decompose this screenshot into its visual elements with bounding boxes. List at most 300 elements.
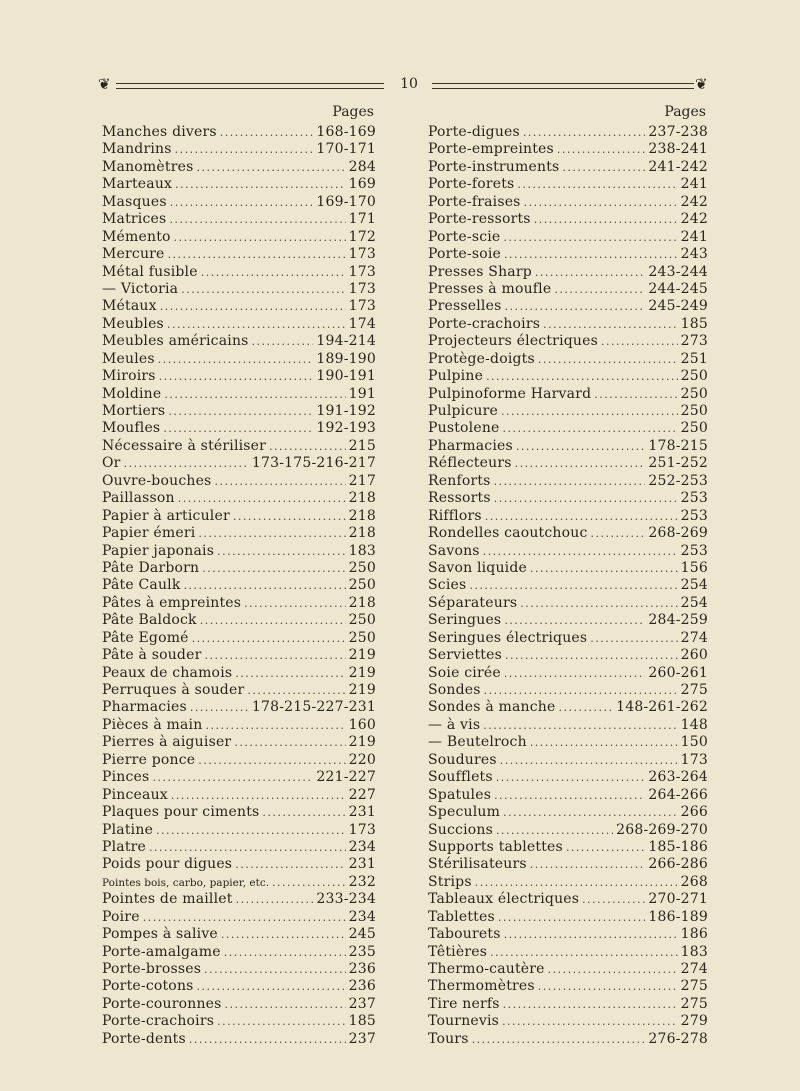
page-header xyxy=(98,75,710,96)
index-entry xyxy=(102,717,376,734)
entry-pages: 235 xyxy=(348,943,376,960)
entry-term: Matrices xyxy=(102,211,167,228)
index-entry xyxy=(102,560,376,577)
dot-leader xyxy=(247,682,345,699)
index-entry xyxy=(102,298,376,315)
index-entry xyxy=(102,752,376,769)
entry-term: Pâte Darborn xyxy=(102,559,200,576)
entry-term: — Beutelroch xyxy=(428,734,527,751)
index-entry xyxy=(428,316,708,333)
entry-term: Spatules xyxy=(428,786,492,803)
dot-leader xyxy=(475,874,678,891)
index-entry xyxy=(102,1031,376,1048)
index-entry xyxy=(102,909,376,926)
index-entry xyxy=(102,944,376,961)
dot-leader xyxy=(472,1031,646,1048)
entry-pages: 178-215 xyxy=(648,437,708,454)
entry-term: Tablettes xyxy=(428,908,495,925)
entry-pages: 156 xyxy=(680,559,708,576)
entry-term: Ouvre-bouches xyxy=(102,472,212,489)
index-entry xyxy=(102,665,376,682)
dot-leader xyxy=(189,1031,346,1048)
entry-pages: 189-190 xyxy=(316,350,376,367)
index-entry xyxy=(102,839,376,856)
entry-term: Rondelles caoutchouc xyxy=(428,525,588,542)
column-heading: Pages xyxy=(664,104,706,120)
index-entry xyxy=(102,473,376,490)
dot-leader xyxy=(538,978,678,995)
entry-pages: 160 xyxy=(348,716,376,733)
entry-pages: 173 xyxy=(348,246,376,263)
entry-pages: 268-269 xyxy=(648,525,708,542)
entry-term: Têtières xyxy=(428,943,488,960)
dot-leader xyxy=(503,804,678,821)
dot-leader xyxy=(534,211,678,228)
entry-term: Scies xyxy=(428,577,467,594)
dot-leader xyxy=(201,264,346,281)
index-entry xyxy=(428,839,708,856)
dot-leader xyxy=(190,699,249,716)
index-entry xyxy=(102,787,376,804)
index-entry xyxy=(102,124,376,141)
dot-leader xyxy=(170,194,314,211)
entry-pages: 232 xyxy=(348,873,376,890)
entry-pages: 284-259 xyxy=(648,612,708,629)
dot-leader xyxy=(494,490,678,507)
entry-pages: 274 xyxy=(680,961,708,977)
entry-term: Perruques à souder xyxy=(102,682,245,698)
ornament-right-icon: ❦ xyxy=(695,75,708,93)
dot-leader xyxy=(198,525,345,542)
dot-leader xyxy=(483,717,677,734)
index-entry xyxy=(428,856,708,873)
dot-leader xyxy=(149,839,346,856)
header-rule-left xyxy=(116,83,384,89)
index-entry xyxy=(102,978,376,995)
entry-term: Papier japonais xyxy=(102,542,215,559)
entry-term: Pompes à salive xyxy=(102,926,218,943)
entry-term: Stérilisateurs xyxy=(428,856,527,873)
index-entry xyxy=(428,420,708,437)
index-entry xyxy=(102,577,376,594)
entry-pages: 250 xyxy=(348,559,376,576)
dot-leader xyxy=(163,420,313,437)
entry-term: Manches divers xyxy=(102,124,217,140)
index-entry xyxy=(428,996,708,1013)
index-entry xyxy=(428,403,708,420)
entry-pages: 237 xyxy=(348,1030,376,1047)
dot-leader xyxy=(262,804,345,821)
entry-pages: 266 xyxy=(680,804,708,821)
entry-pages: 171 xyxy=(348,211,376,228)
index-entry xyxy=(428,874,708,891)
index-entry xyxy=(102,734,376,751)
dot-leader xyxy=(502,1013,678,1030)
dot-leader xyxy=(517,176,677,193)
entry-pages: 185 xyxy=(680,315,708,332)
entry-pages: 236 xyxy=(348,978,376,995)
entry-term: Succions xyxy=(428,821,493,838)
dot-leader xyxy=(252,333,314,350)
dot-leader xyxy=(504,612,645,629)
index-entry xyxy=(102,403,376,420)
dot-leader xyxy=(496,769,646,786)
entry-pages: 279 xyxy=(680,1013,708,1030)
index-entry xyxy=(102,316,376,333)
index-entry xyxy=(428,543,708,560)
entry-pages: 172 xyxy=(348,228,376,245)
dot-leader xyxy=(225,996,346,1013)
entry-pages: 274 xyxy=(680,629,708,646)
dot-leader xyxy=(160,298,346,315)
entry-term: Savon liquide xyxy=(428,559,528,576)
index-entry xyxy=(428,647,708,664)
dot-leader xyxy=(530,560,678,577)
index-entry xyxy=(428,351,708,368)
entry-term: Pâtes à empreintes xyxy=(102,594,242,611)
entry-pages: 173 xyxy=(348,263,376,280)
index-entry xyxy=(428,159,708,176)
index-entry xyxy=(428,333,708,350)
entry-term: Porte-couronnes xyxy=(102,995,222,1012)
dot-leader xyxy=(197,978,346,995)
entry-term: Porte-instruments xyxy=(428,158,560,175)
index-entry xyxy=(428,978,708,995)
entry-term: Mandrins xyxy=(102,141,172,158)
entry-pages: 244-245 xyxy=(648,280,708,297)
entry-pages: 251-252 xyxy=(648,455,708,472)
dot-leader xyxy=(483,543,678,560)
entry-term: Pulpicure xyxy=(428,403,498,419)
dot-leader xyxy=(504,665,646,682)
entry-term: Porte-empreintes xyxy=(428,141,554,158)
entry-term: Tire nerfs xyxy=(428,995,500,1012)
entry-term: Pustolene xyxy=(428,420,500,437)
dot-leader xyxy=(175,176,346,193)
index-entry xyxy=(428,734,708,751)
entry-term: Séparateurs xyxy=(428,594,518,611)
entry-pages: 264-266 xyxy=(648,786,708,803)
entry-pages: 173 xyxy=(348,280,376,297)
dot-leader xyxy=(159,368,314,385)
entry-pages: 178-215-227-231 xyxy=(251,699,376,716)
index-entry xyxy=(102,211,376,228)
dot-leader xyxy=(562,159,645,176)
entry-pages: 185-186 xyxy=(648,838,708,855)
entry-pages: 169-170 xyxy=(316,193,376,210)
dot-leader xyxy=(205,717,345,734)
index-entry xyxy=(102,682,376,699)
entry-term: Pâte Caulk xyxy=(102,577,181,594)
dot-leader xyxy=(236,891,314,908)
page-number: 10 xyxy=(400,76,418,92)
entry-term: Thermomètres xyxy=(428,978,535,995)
entry-term: Peaux de chamois xyxy=(102,664,233,681)
entry-term: Tabourets xyxy=(428,926,501,943)
index-entry xyxy=(102,822,376,839)
entry-term: Rifflors xyxy=(428,507,482,524)
index-entry xyxy=(102,176,376,193)
dot-leader xyxy=(224,944,346,961)
dot-leader xyxy=(485,508,678,525)
index-entry xyxy=(102,141,376,158)
dot-leader xyxy=(504,298,645,315)
entry-pages: 275 xyxy=(680,995,708,1012)
index-entry xyxy=(102,699,376,716)
dot-leader xyxy=(234,734,345,751)
entry-pages: 220 xyxy=(348,751,376,768)
entry-pages: 275 xyxy=(680,682,708,698)
index-entry xyxy=(102,229,376,246)
entry-term: Pâte Egomé xyxy=(102,629,189,646)
entry-pages: 170-171 xyxy=(316,141,376,158)
entry-term: Ressorts xyxy=(428,490,491,507)
index-entry xyxy=(428,577,708,594)
entry-term: Meubles américains xyxy=(102,333,249,350)
entry-pages: 241-242 xyxy=(648,158,708,175)
entry-pages: 234 xyxy=(348,838,376,855)
index-entry xyxy=(102,246,376,263)
dot-leader xyxy=(543,316,678,333)
entry-term: Renforts xyxy=(428,472,491,489)
index-entry xyxy=(102,996,376,1013)
entry-term: Nécessaire à stériliser xyxy=(102,437,267,454)
index-entry xyxy=(428,211,708,228)
entry-pages: 254 xyxy=(680,594,708,611)
entry-pages: 260 xyxy=(680,647,708,664)
dot-leader xyxy=(520,595,677,612)
dot-leader xyxy=(221,926,346,943)
dot-leader xyxy=(235,856,345,873)
dot-leader xyxy=(505,647,678,664)
dot-leader xyxy=(515,455,646,472)
entry-pages: 148-261-262 xyxy=(616,699,708,716)
entry-pages: 245-249 xyxy=(648,298,708,315)
entry-pages: 218 xyxy=(348,507,376,524)
entry-term: Porte-dents xyxy=(102,1030,186,1047)
entry-term: Pierre ponce xyxy=(102,751,196,768)
dot-leader xyxy=(591,525,646,542)
dot-leader xyxy=(169,211,345,228)
entry-pages: 253 xyxy=(680,542,708,559)
entry-pages: 233-234 xyxy=(316,891,376,908)
entry-term: Poids pour digues xyxy=(102,856,233,873)
index-entry xyxy=(428,246,708,263)
entry-pages: 250 xyxy=(680,403,708,419)
index-entry xyxy=(102,351,376,368)
dot-leader xyxy=(582,891,645,908)
entry-pages: 219 xyxy=(348,664,376,681)
entry-pages: 250 xyxy=(680,368,708,385)
entry-term: Poire xyxy=(102,908,140,925)
entry-term: Pierres à aiguiser xyxy=(102,734,232,751)
entry-term: Mortiers xyxy=(102,403,166,419)
dot-leader xyxy=(594,386,677,403)
index-entry xyxy=(102,420,376,437)
dot-leader xyxy=(184,577,346,594)
entry-term: Marteaux xyxy=(102,176,173,193)
entry-term: Mémento xyxy=(102,228,171,245)
entry-term: Plaques pour ciments xyxy=(102,804,260,821)
dot-leader xyxy=(530,856,646,873)
dot-leader xyxy=(554,281,645,298)
index-entry xyxy=(428,176,708,193)
index-entry xyxy=(102,386,376,403)
index-entry xyxy=(102,194,376,211)
dot-leader xyxy=(152,769,313,786)
index-entry xyxy=(428,438,708,455)
dot-leader xyxy=(235,665,345,682)
dot-leader xyxy=(498,909,646,926)
entry-pages: 250 xyxy=(348,577,376,594)
index-entry xyxy=(428,386,708,403)
entry-pages: 250 xyxy=(680,420,708,437)
index-entry xyxy=(102,333,376,350)
index-entry xyxy=(102,647,376,664)
entry-pages: 270-271 xyxy=(648,891,708,908)
dot-leader xyxy=(559,699,614,716)
index-entry xyxy=(428,560,708,577)
entry-term: Soufflets xyxy=(428,769,493,786)
entry-pages: 231 xyxy=(348,856,376,873)
entry-pages: 237-238 xyxy=(648,124,708,140)
index-entry xyxy=(428,194,708,211)
entry-term: Pharmacies xyxy=(102,699,187,716)
dot-leader xyxy=(200,612,346,629)
entry-term: Moldine xyxy=(102,385,162,402)
dot-leader xyxy=(164,386,345,403)
ornament-left-icon: ❦ xyxy=(98,75,111,93)
index-entry xyxy=(428,368,708,385)
entry-term: Soie cirée xyxy=(428,664,501,681)
entry-pages: 250 xyxy=(348,629,376,646)
dot-leader xyxy=(503,229,677,246)
index-entry xyxy=(102,630,376,647)
index-entry xyxy=(428,264,708,281)
index-entry xyxy=(102,525,376,542)
entry-pages: 186 xyxy=(680,926,708,943)
index-column-left xyxy=(102,102,376,1048)
entry-pages: 236 xyxy=(348,961,376,977)
index-entry xyxy=(428,752,708,769)
entry-pages: 227 xyxy=(348,786,376,803)
entry-term: Papier émeri xyxy=(102,525,196,542)
entry-pages: 218 xyxy=(348,594,376,611)
entry-term: Porte-soie xyxy=(428,246,501,263)
entry-pages: 273 xyxy=(680,333,708,350)
entry-pages: 186-189 xyxy=(648,908,708,925)
entry-term: — à vis xyxy=(428,716,481,733)
dot-leader xyxy=(557,141,646,158)
entry-pages: 173 xyxy=(348,298,376,315)
dot-leader xyxy=(272,874,346,891)
entry-term: Miroirs xyxy=(102,368,156,385)
entry-term: Porte-crachoirs xyxy=(428,315,541,332)
entry-term: Platine xyxy=(102,821,154,838)
entry-term: Pinces xyxy=(102,769,150,786)
index-entry xyxy=(102,856,376,873)
entry-pages: 260-261 xyxy=(648,664,708,681)
dot-leader xyxy=(175,141,314,158)
entry-pages: 190-191 xyxy=(316,368,376,385)
dot-leader xyxy=(503,420,678,437)
entry-pages: 173 xyxy=(348,821,376,838)
entry-pages: 183 xyxy=(680,943,708,960)
index-entry xyxy=(102,281,376,298)
index-entry xyxy=(428,124,708,141)
index-entry xyxy=(102,508,376,525)
entry-term: Porte-fraises xyxy=(428,193,521,210)
entry-pages: 243-244 xyxy=(648,263,708,280)
dot-leader xyxy=(269,438,346,455)
entry-term: Supports tablettes xyxy=(428,838,563,855)
dot-leader xyxy=(233,508,346,525)
dot-leader xyxy=(501,403,678,420)
index-entry xyxy=(428,612,708,629)
entry-term: Porte-cotons xyxy=(102,978,194,995)
entry-term: Réflecteurs xyxy=(428,455,512,472)
entry-pages: 192-193 xyxy=(316,420,376,437)
entry-pages: 148 xyxy=(680,716,708,733)
entry-term: Meubles xyxy=(102,315,164,332)
dot-leader xyxy=(500,752,678,769)
dot-leader xyxy=(486,368,678,385)
column-heading: Pages xyxy=(332,104,374,120)
index-entry xyxy=(102,595,376,612)
index-entry xyxy=(102,490,376,507)
index-entry xyxy=(102,612,376,629)
index-entry xyxy=(428,699,708,716)
entry-pages: 263-264 xyxy=(648,769,708,786)
entry-pages: 284 xyxy=(348,158,376,175)
dot-leader xyxy=(524,194,678,211)
entry-term: Mercure xyxy=(102,246,165,263)
dot-leader xyxy=(178,490,346,507)
dot-leader xyxy=(566,839,645,856)
index-entry xyxy=(102,438,376,455)
dot-leader xyxy=(530,734,678,751)
index-entry xyxy=(102,455,376,472)
index-entry xyxy=(428,229,708,246)
entry-pages: 231 xyxy=(348,804,376,821)
entry-pages: 219 xyxy=(348,647,376,664)
dot-leader xyxy=(523,124,646,141)
entry-term: Porte-crachoirs xyxy=(102,1013,215,1030)
entry-term: Pâte à souder xyxy=(102,647,202,664)
entry-pages: 194-214 xyxy=(316,333,376,350)
index-entry xyxy=(428,595,708,612)
entry-pages: 218 xyxy=(348,525,376,542)
entry-term: Thermo-cautère xyxy=(428,961,545,977)
entry-pages: 174 xyxy=(348,315,376,332)
index-entry xyxy=(428,281,708,298)
index-entry xyxy=(102,891,376,908)
index-entry xyxy=(102,159,376,176)
dot-leader xyxy=(601,333,678,350)
index-entry xyxy=(428,682,708,699)
dot-leader xyxy=(217,543,346,560)
index-entry xyxy=(428,909,708,926)
dot-leader xyxy=(202,560,345,577)
index-entry xyxy=(428,787,708,804)
dot-leader xyxy=(204,647,345,664)
dot-leader xyxy=(496,822,613,839)
index-entry xyxy=(102,1013,376,1030)
entry-pages: 266-286 xyxy=(648,856,708,873)
index-entry xyxy=(428,891,708,908)
entry-pages: 219 xyxy=(348,734,376,751)
entry-term: Pièces à main xyxy=(102,716,203,733)
